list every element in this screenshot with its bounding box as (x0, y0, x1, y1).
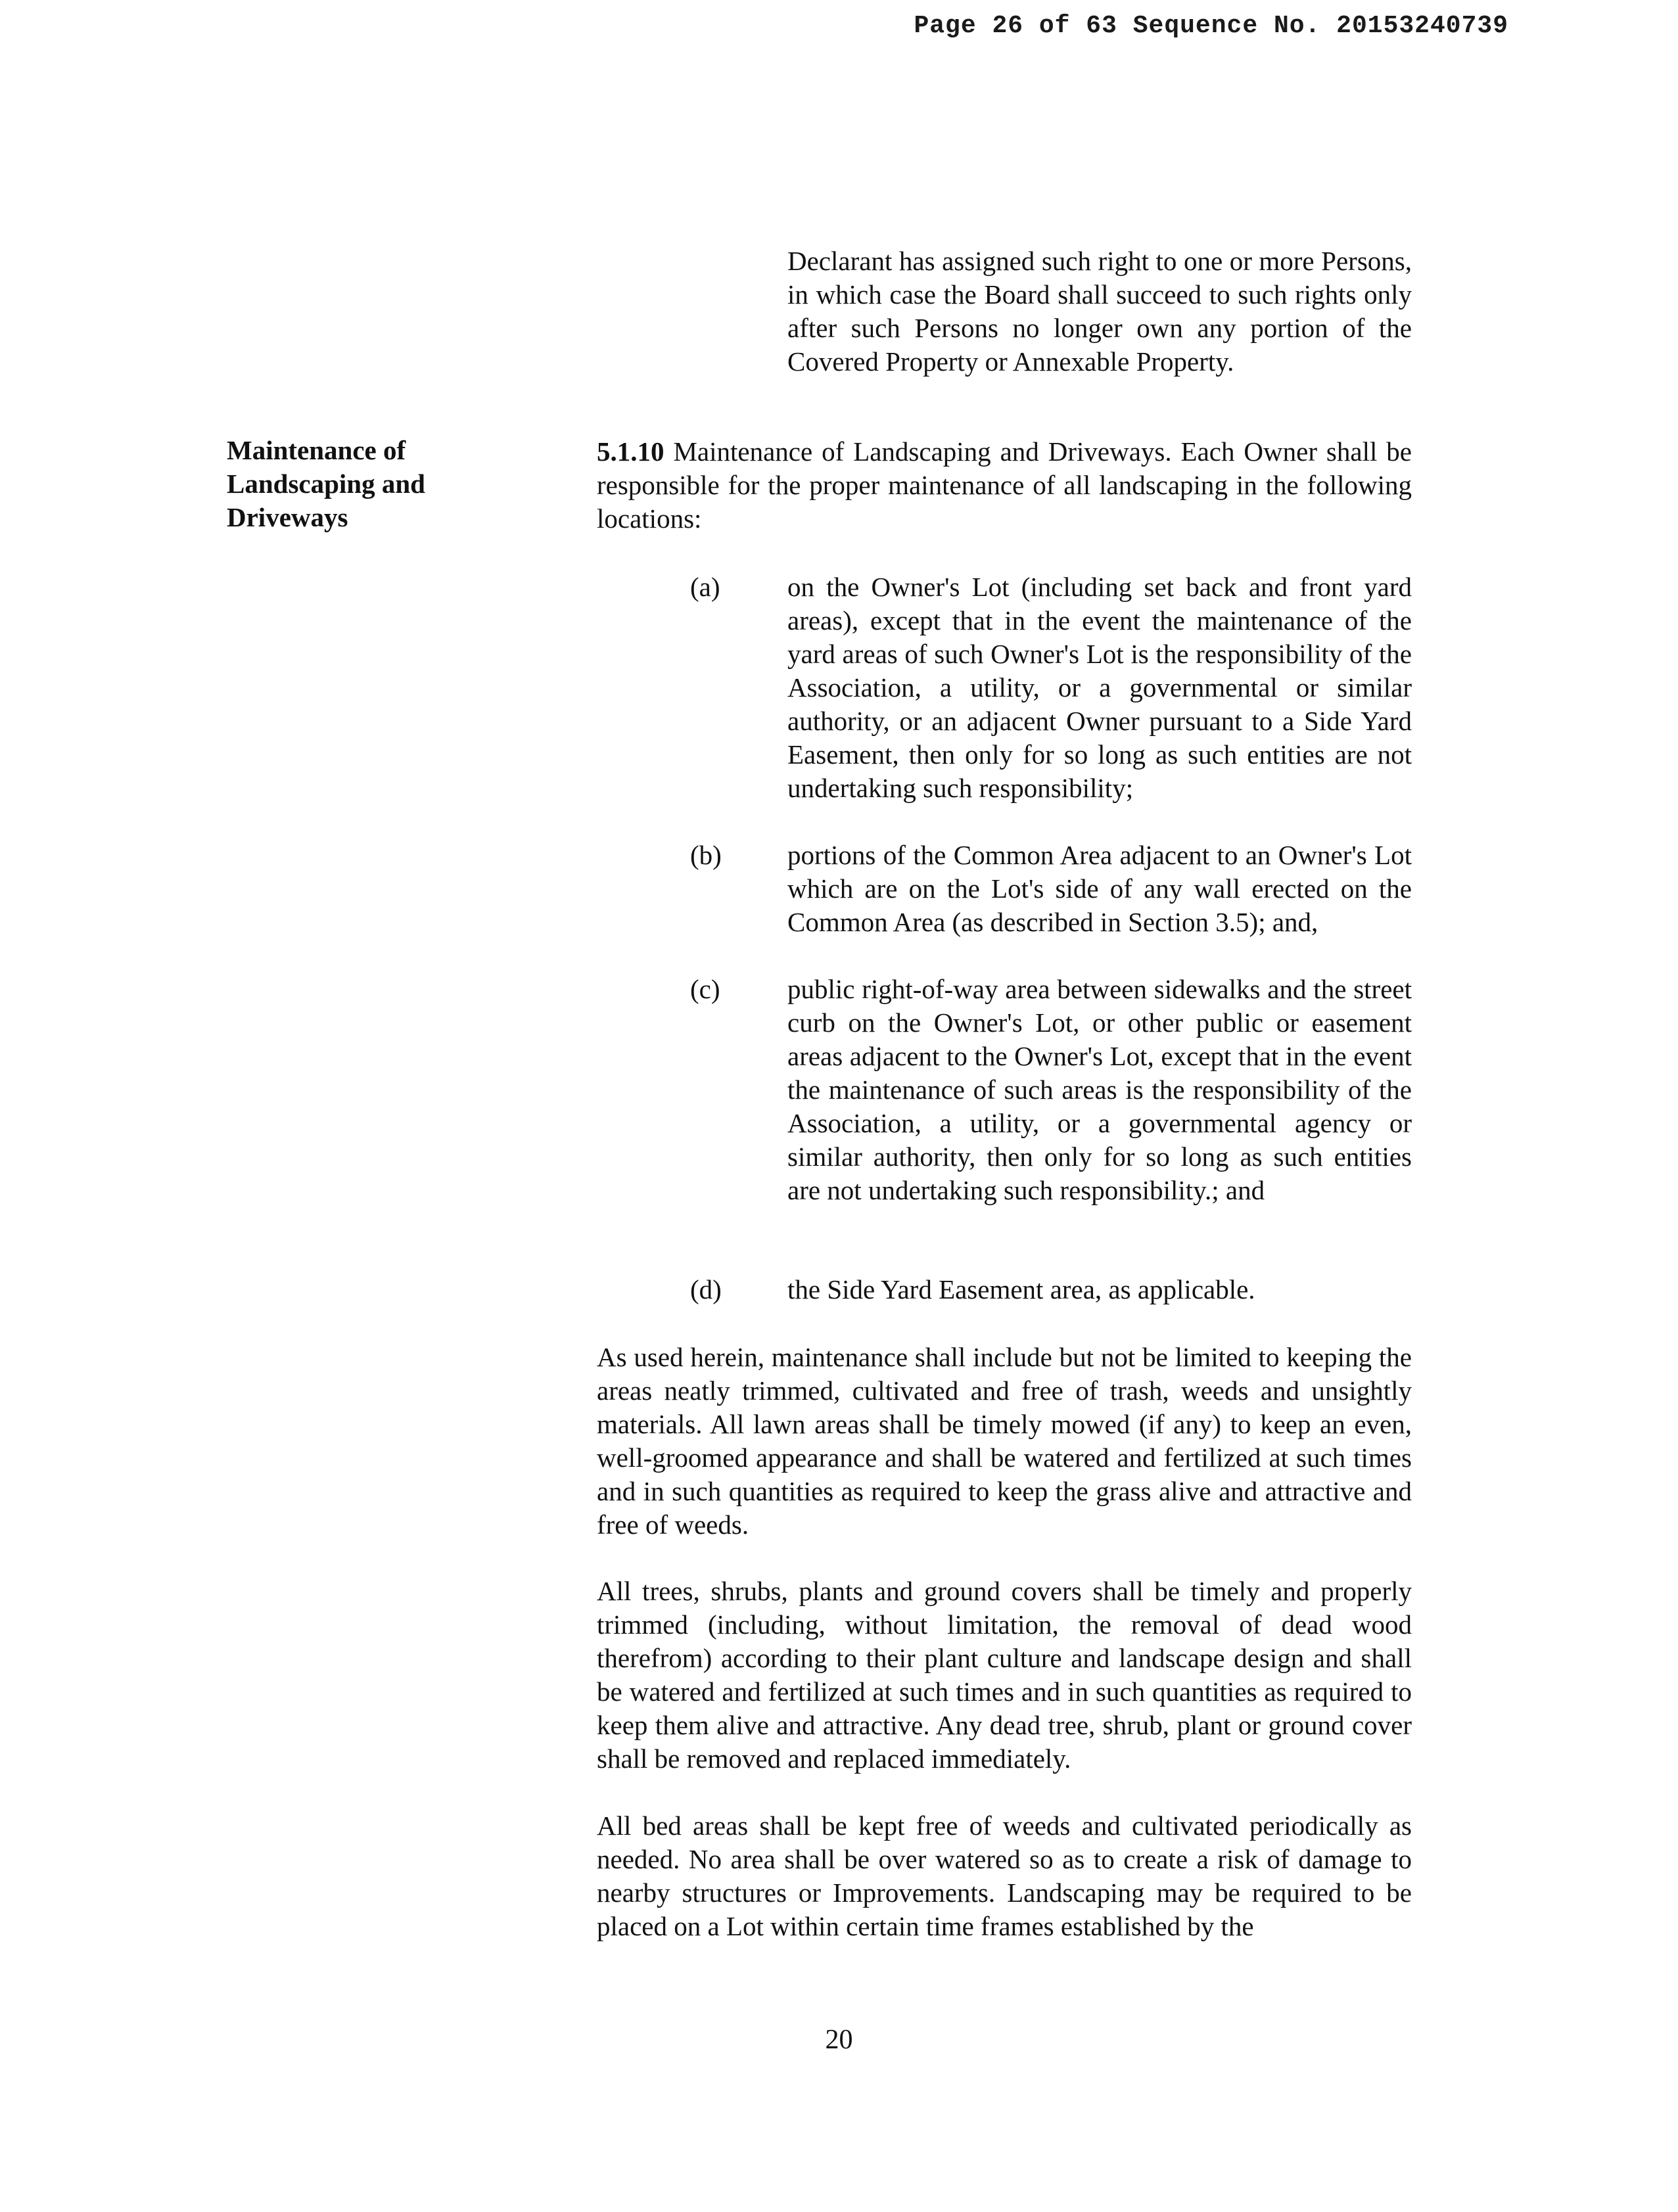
list-item-label: (a) (690, 572, 720, 602)
list-item-text: public right-of-way area between sidewalks and the street curb on the Owner's Lot, or other public or easement areas adjacent to the Owner's Lot, except that in the event the maintenance of such areas is the responsibility of the Association, a utility, or a governmental agency or similar authority, then only for so long as such entities are not undertaking such responsibility.; and (787, 974, 1412, 1205)
section-text: Maintenance of Landscaping and Driveways. Each Owner shall be responsible for the proper maintenance of all landscaping in the following locations: (597, 436, 1412, 534)
maintenance-definition-paragraph: As used herein, maintenance shall include but not be limited to keeping the areas neatly trimmed, cultivated and free of trash, weeds and unsightly materials. All lawn areas shall be timely mowed (if any) to keep an even, well-groomed appearance and shall be watered and fertilized at such times and in such quantities as required to keep the grass alive and attractive and free of weeds. (597, 1342, 1412, 1540)
list-item-text: on the Owner's Lot (including set back and front yard areas), except that in the event the maintenance of the yard areas of such Owner's Lot is the responsibility of the Association, a utility, or a governmental or similar authority, or an adjacent Owner pursuant to a Side Yard Easement, then only for so long as such entities are not undertaking such responsibility; (787, 572, 1412, 803)
bed-areas-paragraph: All bed areas shall be kept free of weeds and cultivated periodically as needed. No area shall be over watered so as to create a risk of damage to nearby structures or Improvements. Landscaping may be required to be placed on a Lot within certain time frames established by the (597, 1810, 1412, 1941)
side-heading-line: Driveways (227, 502, 348, 532)
section-number: 5.1.10 (597, 436, 664, 467)
page-number: 20 (825, 2025, 853, 2055)
page-sequence-header: Page 26 of 63 Sequence No. 20153240739 (914, 12, 1508, 40)
trees-shrubs-paragraph: All trees, shrubs, plants and ground covers shall be timely and properly trimmed (including, without limitation, the removal of dead wood therefrom) according to their plant culture and landscape design and shall be watered and fertilized at such times and in such quantities as required to keep them alive and attractive. Any dead tree, shrub, plant or ground cover shall be removed and replaced immediately. (597, 1576, 1412, 1774)
side-heading-line: Landscaping and (227, 469, 425, 499)
section-5-1-10-paragraph (597, 435, 1412, 536)
continuation-paragraph: Declarant has assigned such right to one or more Persons, in which case the Board shall succeed to such rights only after such Persons no longer own any portion of the Covered Property or Annexable Property. (787, 246, 1412, 377)
list-item-label: (b) (690, 840, 722, 870)
side-heading-line: Maintenance of (227, 435, 406, 465)
list-item-label: (c) (690, 974, 720, 1004)
side-heading (227, 434, 490, 534)
list-item-text: portions of the Common Area adjacent to an Owner's Lot which are on the Lot's side of any wall erected on the Common Area (as described in Section 3.5); and, (787, 840, 1412, 937)
list-item-label: (d) (690, 1274, 722, 1304)
list-item-text: the Side Yard Easement area, as applicable. (787, 1274, 1255, 1304)
